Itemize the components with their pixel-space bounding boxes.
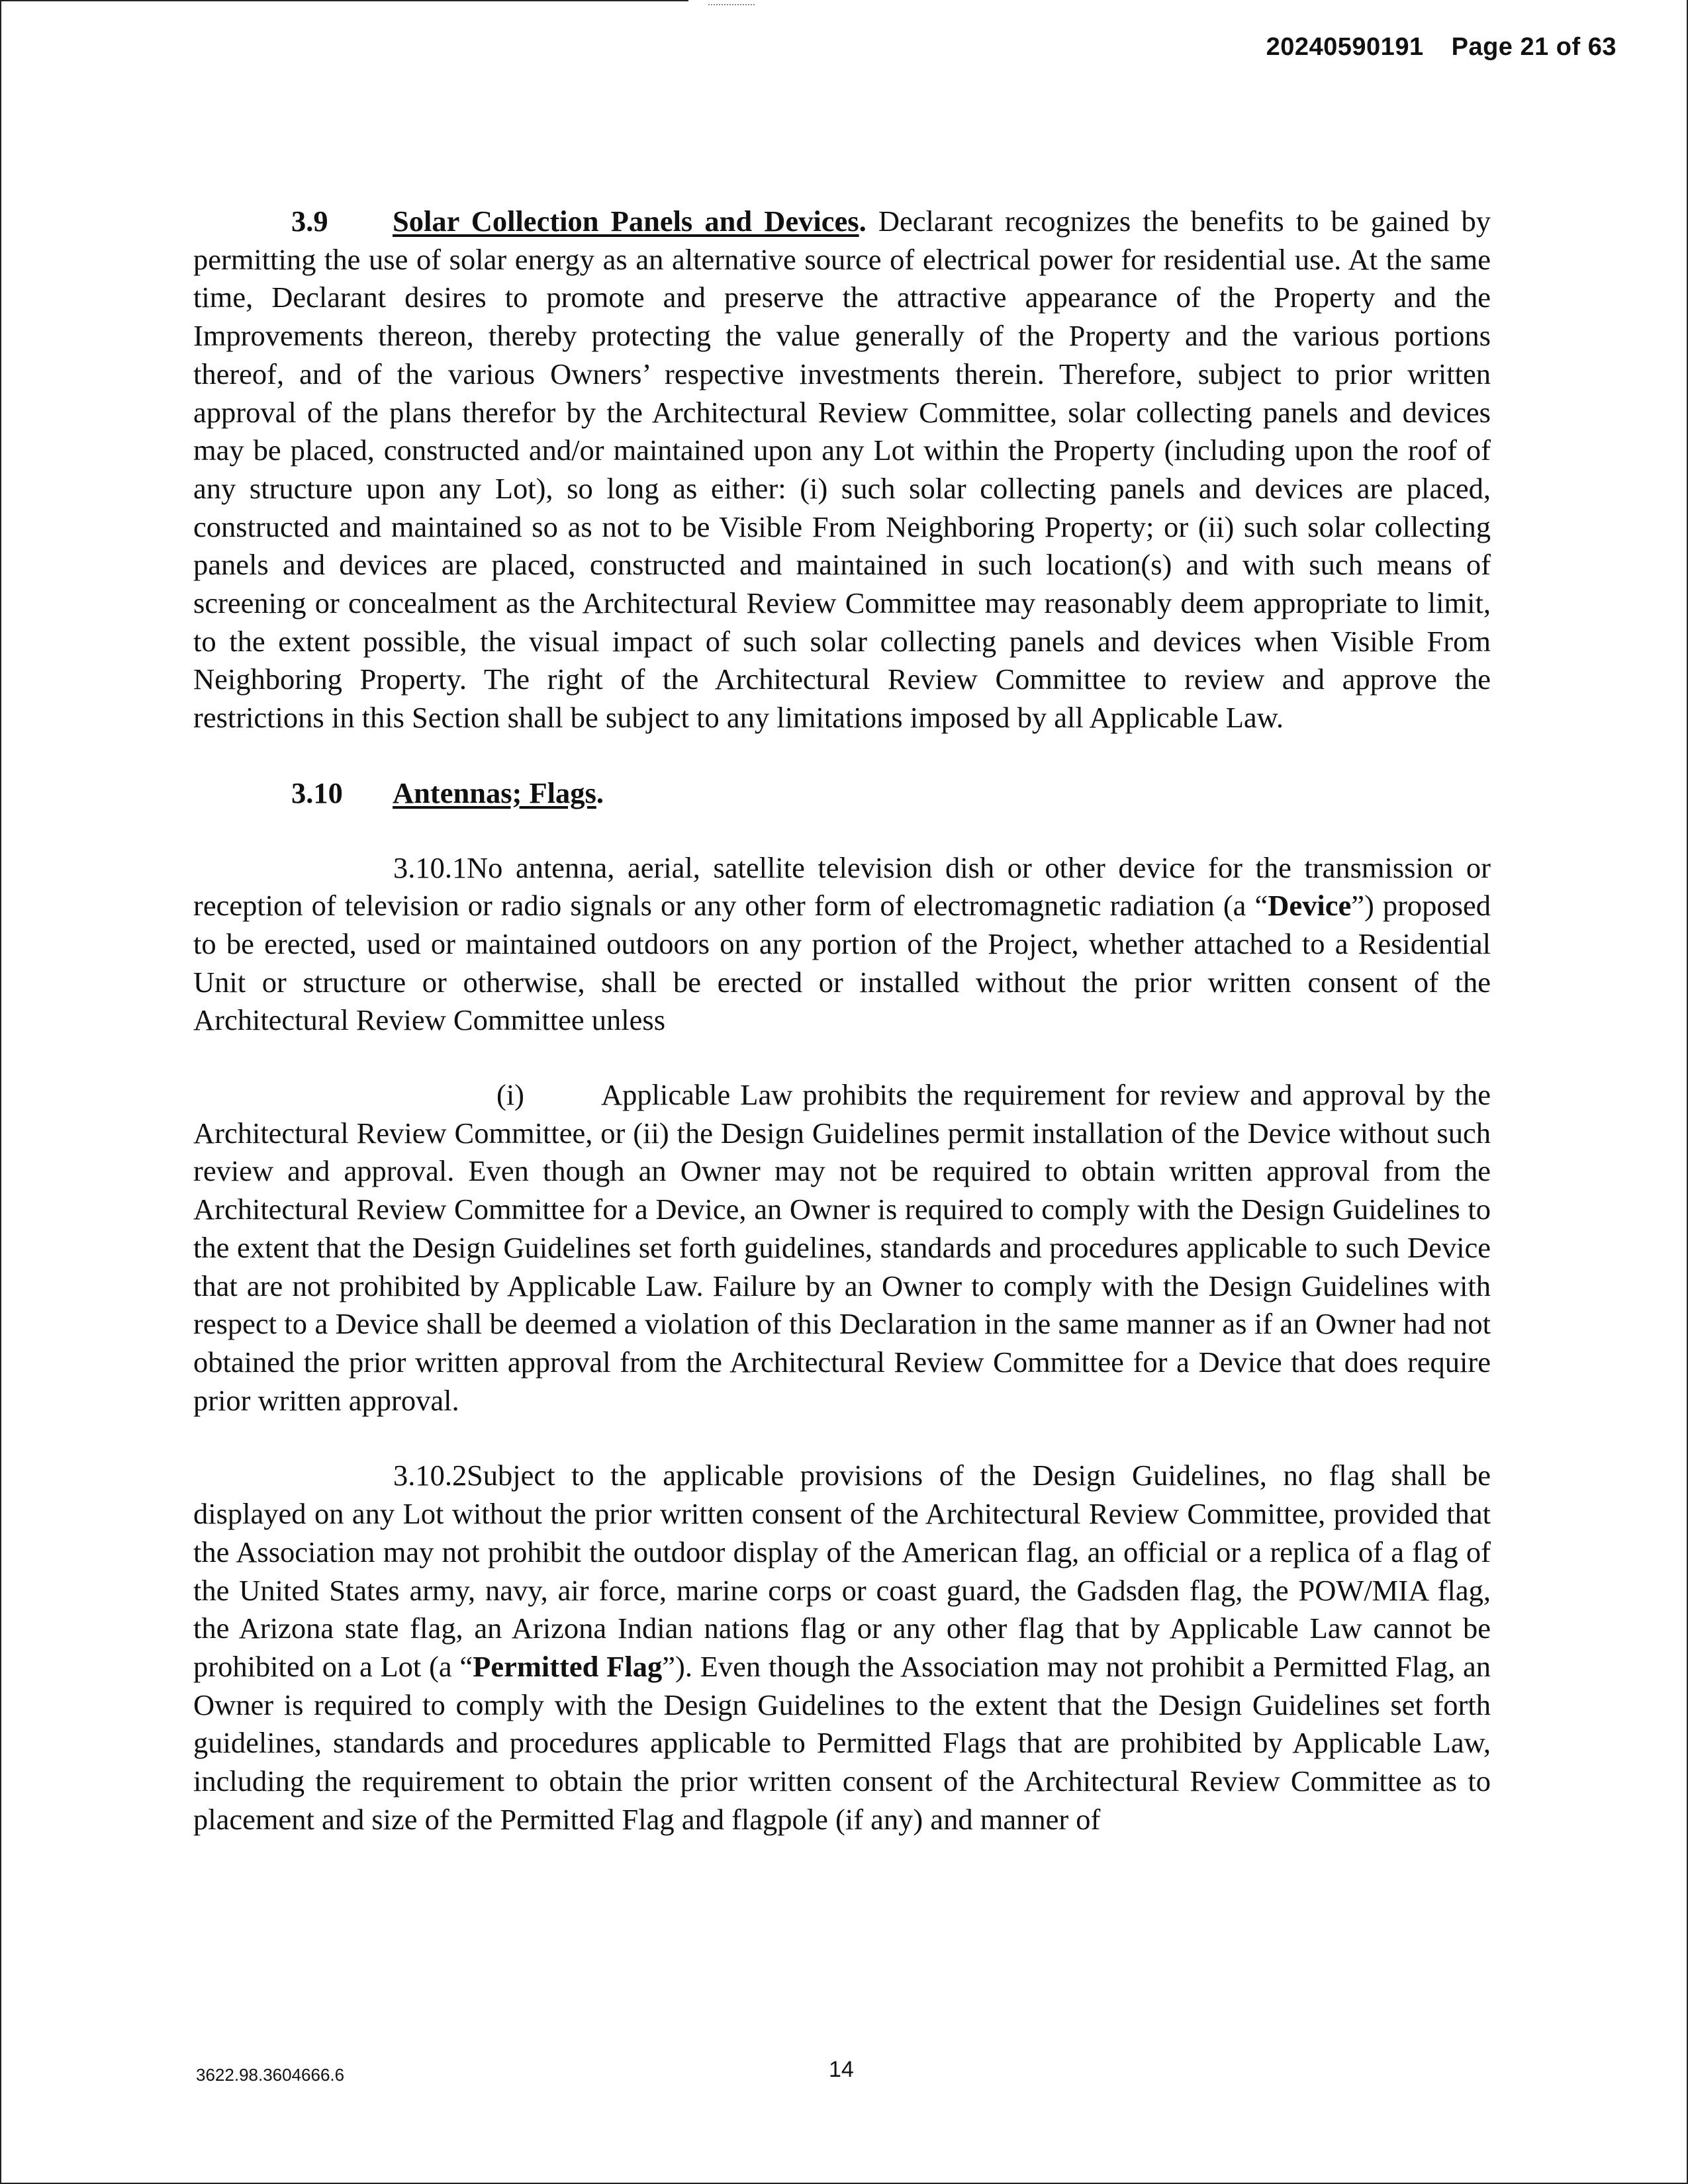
section-title-punct: . (596, 776, 604, 809)
section-3-10 (193, 774, 1491, 813)
section-title: Antennas; Flags (393, 776, 596, 809)
subsection-text-before: Subject to the applicable provisions of the Design Guidelines, no flag shall be displayed on any Lot without the prior written consent of the Architectural Review Committee, provided that the Association may not prohibit the outdoor display of the American flag, an official or a replica of a flag of the United States army, navy, air force, marine corps or coast guard, the Gadsden flag, the POW/MIA flag, the Arizona state flag, an Arizona Indian nations flag or any other flag that by Applicable Law cannot be prohibited on a Lot (a “ (193, 1459, 1491, 1683)
recording-header (1266, 33, 1617, 62)
section-text: Declarant recognizes the benefits to be gained by permitting the use of solar energy as an alternative source of electrical power for residential use. At the same time, Declarant desires to promote and preserve the attractive appearance of the Property and the Improvements thereon, thereby protecting the value generally of the Property and the various portions thereof, and of the various Owners’ respective investments therein. Therefore, subject to prior written approval of the plans therefor by the Architectural Review Committee, solar collecting panels and devices may be placed, constructed and/or maintained upon any Lot within the Property (including upon the roof of any structure upon any Lot), so long as either: (i) such solar collecting panels and devices are placed, constructed and maintained so as not to be Visible From Neighboring Property; or (ii) such solar collecting panels and devices are placed, constructed and maintained in such location(s) and with such means of screening or concealment as the Architectural Review Committee may reasonably deem appropriate to limit, to the extent possible, the visual impact of such solar collecting panels and devices when Visible From Neighboring Property. The right of the Architectural Review Committee to review and approve the restrictions in this Section shall be subject to any limitations imposed by all Applicable Law. (193, 205, 1491, 735)
footer-page-number: 14 (829, 2057, 854, 2082)
item-number: (i) (496, 1078, 525, 1112)
section-number: 3.9 (291, 205, 328, 238)
subsection-text-after: ”). Even though the Association may not prohibit a Permitted Flag, an Owner is required to comply with the Design Guidelines to the extent that the Design Guidelines set forth guidelines, standards and procedures applicable to Permitted Flags that are prohibited by Applicable Law, including the requirement to obtain the prior written consent of the Architectural Review Committee as to placement and size of the Permitted Flag and flagpole (if any) and manner of (193, 1649, 1491, 1836)
section-number: 3.10 (291, 776, 343, 809)
page-label: Page 21 of 63 (1451, 33, 1617, 61)
document-number: 20240590191 (1266, 33, 1424, 61)
section-title: Solar Collection Panels and Devices (393, 205, 859, 238)
section-title-punct: . (859, 205, 867, 238)
subsection-3-10-1 (193, 849, 1491, 1040)
section-3-9 (193, 203, 1491, 737)
defined-term: Device (1268, 889, 1352, 923)
item-i (193, 1076, 1491, 1420)
subsection-number: 3.10.2 (393, 1459, 467, 1492)
document-body (193, 203, 1491, 1839)
page-border-left (0, 0, 1, 2184)
subsection-text-before: No antenna, aerial, satellite television dish or other device for the transmission or reception of television or radio signals or any other form of electromagnetic radiation (a “ (193, 850, 1491, 923)
subsection-text-after: ”) proposed to be erected, used or maintained outdoors on any portion of the Project, whether attached to a Residential Unit or structure or otherwise, shall be erected or installed without the prior written consent of the Architectural Review Committee unless (193, 889, 1491, 1037)
defined-term: Permitted Flag (473, 1649, 663, 1683)
subsection-3-10-2 (193, 1457, 1491, 1839)
subsection-number: 3.10.1 (393, 850, 467, 884)
page-border-top (0, 0, 688, 1)
item-text: Applicable Law prohibits the requirement for review and approval by the Architectural Review Committee, or (ii) the Design Guidelines permit installation of the Device without such review and approval. Even though an Owner may not be required to obtain written approval from the Architectural Review Committee for a Device, an Owner is required to comply with the Design Guidelines to the extent that the Design Guidelines set forth guidelines, standards and procedures applicable to such Device that are not prohibited by Applicable Law. Failure by an Owner to comply with the Design Guidelines with respect to a Device shall be deemed a violation of this Declaration in the same manner as if an Owner had not obtained the prior written approval from the Architectural Review Committee for a Device that does require prior written approval. (193, 1078, 1491, 1417)
footer-doc-id: 3622.98.3604666.6 (196, 2065, 345, 2085)
page-border-top-dots (708, 4, 755, 5)
